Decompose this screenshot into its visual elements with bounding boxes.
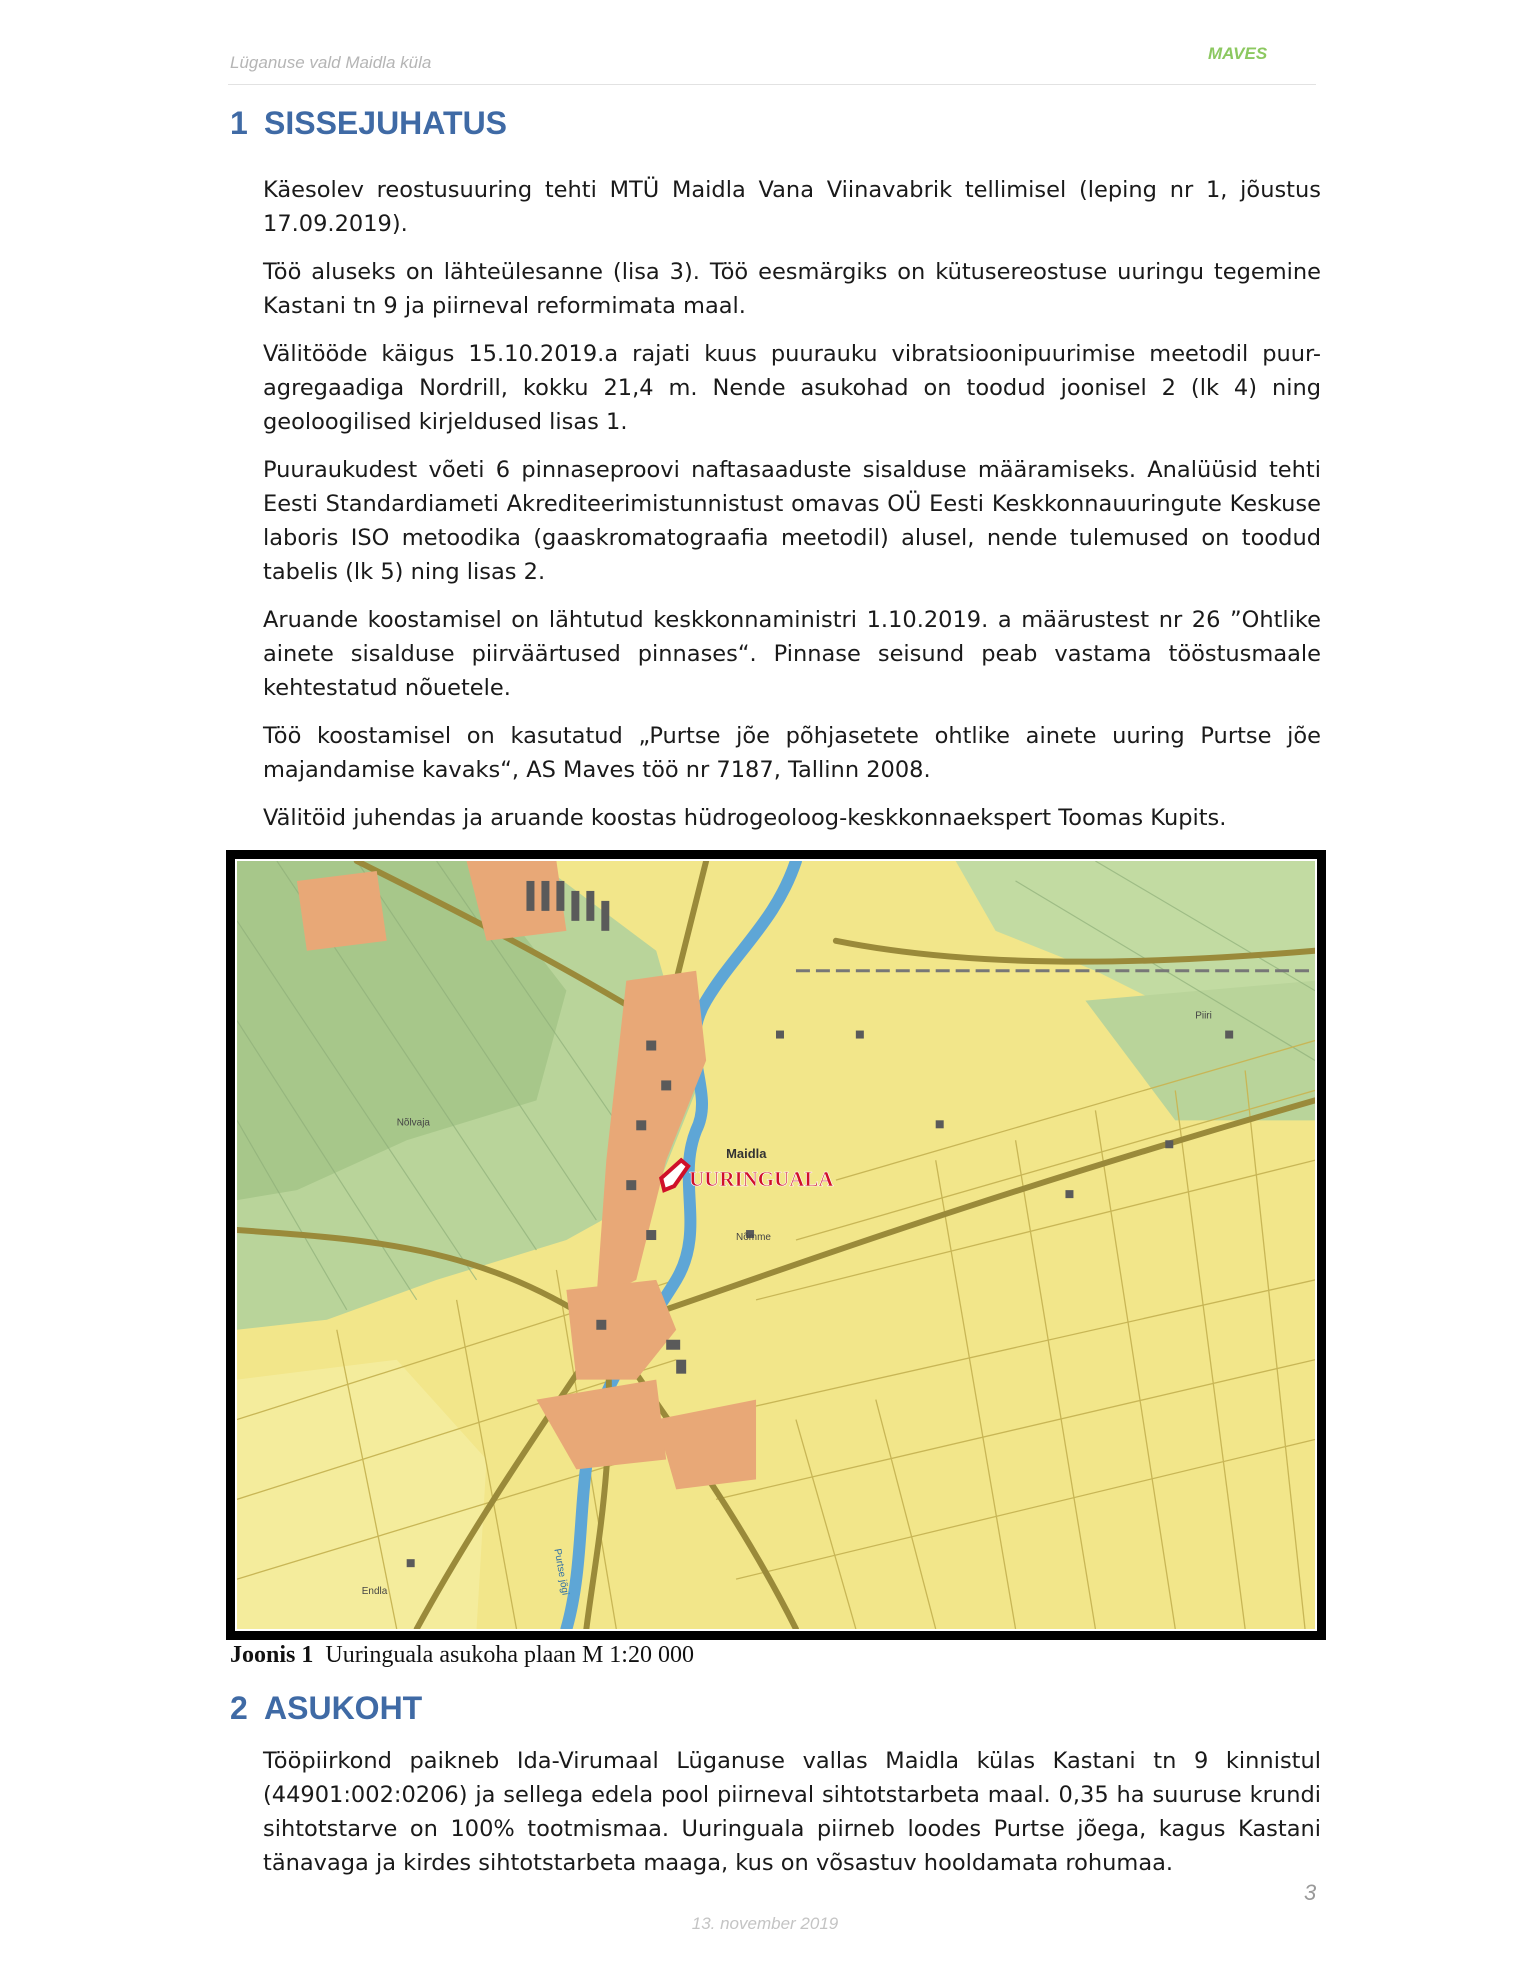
- section-2-body: [263, 1744, 1321, 1880]
- section-2-title: ASUKOHT: [264, 1690, 423, 1726]
- paragraph: Käesolev reostusuuring tehti MTÜ Maidla Vana Viinavabrik tellimisel (leping nr 1, jõustus 17.09.2019).: [263, 177, 1321, 237]
- map-label-place: Nõlvaja: [396, 1117, 430, 1129]
- section-1-body: [263, 173, 1321, 835]
- map-label-village: Maidla: [726, 1146, 767, 1162]
- map-label-site: UURINGUALA: [689, 1167, 834, 1192]
- paragraph: Töö koostamisel on kasutatud „Purtse jõe põhjasetete ohtlike ainete uuring Purtse jõe majandamise kavaks“, AS Maves töö nr 7187, Tallinn 2008.: [263, 723, 1321, 783]
- paragraph: Tööpiirkond paikneb Ida-Virumaal Lüganuse vallas Maidla külas Kastani tn 9 kinnistul (44901:002:0206) ja sellega edela pool piirneval sihtotstarbeta maal. 0,35 ha suuruse krundi sihtotstarve on 100% tootmismaa. Uuringuala piirneb loodes Purtse jõega, kagus Kastani tänavaga ja kirdes sihtotstarbeta maaga, kus on võsastuv hooldamata rohumaa.: [263, 1748, 1321, 1876]
- footer-date: 13. november 2019: [691, 1914, 839, 1933]
- page-number: 3: [1304, 1880, 1317, 1905]
- header-left-text: Lüganuse vald Maidla küla: [230, 53, 432, 72]
- section-1-number: 1: [230, 105, 248, 141]
- location-map: [235, 859, 1317, 1631]
- map-label-place: Nõmme: [736, 1232, 771, 1244]
- paragraph: Töö aluseks on lähteülesanne (lisa 3). Töö eesmärgiks on kütusereostuse uuringu tegemine Kastani tn 9 ja piirneval reformimata maal.: [263, 259, 1321, 319]
- map-label-river: Purtse jõgi: [551, 1547, 571, 1597]
- paragraph: Aruande koostamisel on lähtutud keskkonnaministri 1.10.2019. a määrustest nr 26 ”Ohtlike ainete sisalduse piirväärtused pinnases“. Pinnase seisund peab vastama tööstusmaale kehtestatud nõuetele.: [263, 607, 1321, 701]
- map-label-place: Endla: [361, 1586, 388, 1598]
- paragraph: Puuraukudest võeti 6 pinnaseproovi naftasaaduste sisalduse määramiseks. Analüüsid tehti Eesti Standardiameti Akrediteerimistunnistust omavas OÜ Eesti Keskkonnauuringute Keskuse laboris ISO metoodika (gaaskromatograafia meetodil) alusel, nende tulemused on toodud tabelis (lk 5) ning lisas 2.: [263, 457, 1321, 585]
- section-1-title: SISSEJUHATUS: [264, 105, 508, 141]
- section-2-number: 2: [230, 1690, 248, 1726]
- section-1-heading: [230, 105, 507, 142]
- figure-caption: [230, 1642, 694, 1669]
- map-graphic: [237, 861, 1315, 1629]
- figure-caption-label: Joonis 1: [230, 1642, 314, 1668]
- location-map-figure: [226, 850, 1326, 1640]
- paragraph: Välitöid juhendas ja aruande koostas hüdrogeoloog-keskkonnaekspert Toomas Kupits.: [263, 805, 1227, 831]
- header-divider: [228, 84, 1316, 85]
- section-2-heading: [230, 1690, 422, 1727]
- map-label-place: Piiri: [1195, 1010, 1212, 1022]
- header-right-text: MAVES: [1208, 44, 1268, 63]
- paragraph: Välitööde käigus 15.10.2019.a rajati kuus puurauku vibratsioonipuurimise meetodil puur-agregaadiga Nordrill, kokku 21,4 m. Nende asukohad on toodud joonisel 2 (lk 4) ning geoloogilised kirjeldused lisas 1.: [263, 341, 1321, 435]
- figure-caption-text: Uuringuala asukoha plaan M 1:20 000: [325, 1642, 694, 1668]
